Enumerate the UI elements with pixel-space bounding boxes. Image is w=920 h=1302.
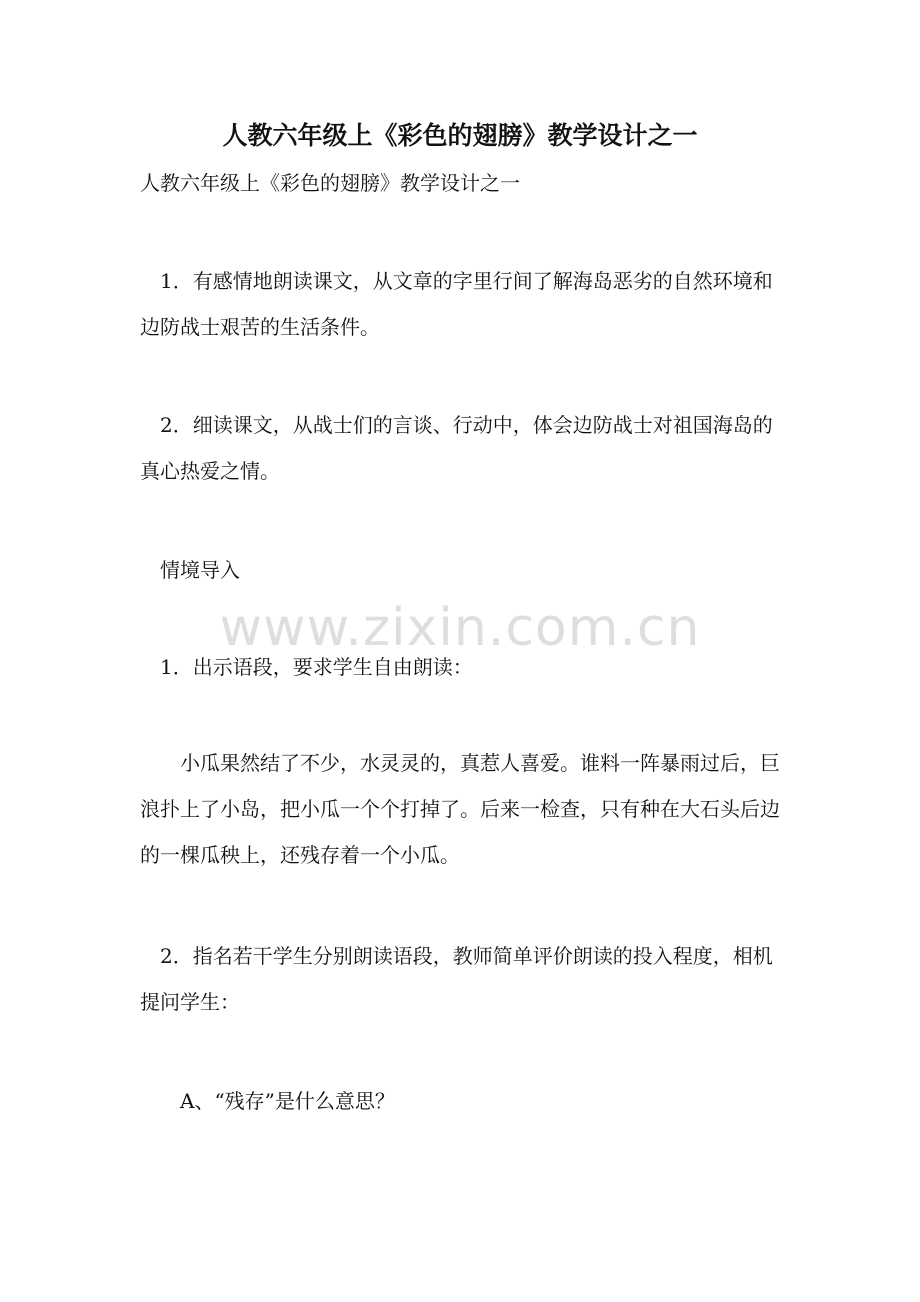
objective-2: 2．细读课文，从战士们的言谈、行动中，体会边防战士对祖国海岛的真心热爱之情。 (140, 413, 773, 483)
step-1: 1．出示语段，要求学生自由朗读： (140, 655, 473, 679)
excerpt-paragraph: 小瓜果然结了不少，水灵灵的，真惹人喜爱。谁料一阵暴雨过后，巨浪扑上了小岛，把小瓜一个个打掉了。后来一检查，只有种在大石头后边的一棵瓜秧上，还残存着一个小瓜。 (140, 751, 780, 867)
watermark: www.zixin.com.cn (219, 598, 701, 658)
step-2: 2．指名若干学生分别朗读语段，教师简单评价朗读的投入程度，相机提问学生： (140, 944, 773, 1014)
document-title: 人教六年级上《彩色的翅膀》教学设计之一 (222, 121, 698, 150)
objective-1: 1．有感情地朗读课文，从文章的字里行间了解海岛恶劣的自然环境和边防战士艰苦的生活条件。 (140, 269, 773, 339)
section-heading: 情境导入 (140, 558, 240, 582)
document-subtitle: 人教六年级上《彩色的翅膀》教学设计之一 (140, 171, 520, 195)
question-a: A、“残存”是什么意思？ (140, 1089, 395, 1113)
